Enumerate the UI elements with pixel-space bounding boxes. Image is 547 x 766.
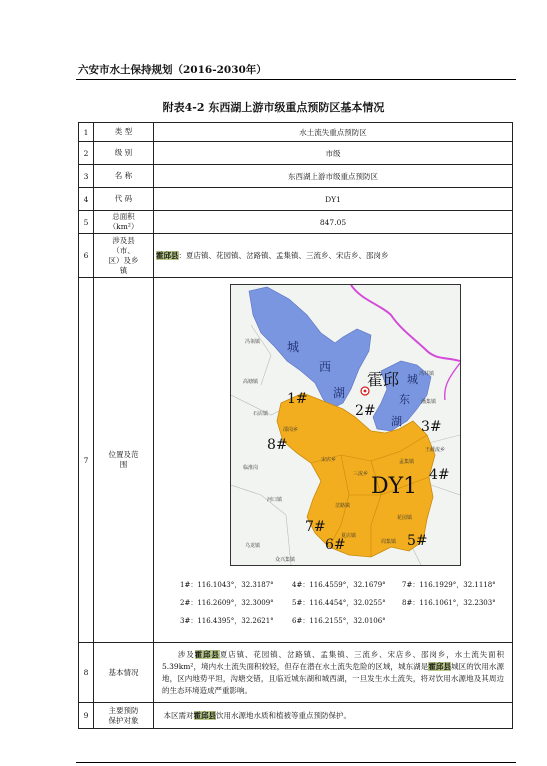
row-label: 类 型 [94, 123, 154, 142]
row-label: 名 称 [94, 165, 154, 188]
table-row [79, 278, 513, 643]
map-box [230, 284, 461, 566]
row-number: 2 [79, 142, 94, 165]
row-value [154, 643, 513, 703]
row-number: 1 [79, 123, 94, 142]
row-value: 本区需对霍邱县饮用水源地水质和植被等重点预防保护。 [154, 703, 513, 729]
coordinate-entry: 7#：116.1929°，32.1118° [402, 581, 496, 589]
towns-text: ：夏店镇、花园镇、岔路镇、孟集镇、三流乡、宋店乡、邵岗乡 [178, 251, 389, 260]
lake-label: 湖 [333, 386, 346, 400]
row-value: 东西湖上游市级重点预防区 [154, 165, 513, 188]
city-marker-dot [364, 390, 367, 393]
county-highlight: 霍邱县 [428, 661, 452, 671]
info-table [78, 122, 513, 729]
coordinate-entry: 4#：116.4559°，32.1679° [292, 581, 386, 589]
town-label: 孟集镇 [399, 459, 415, 465]
coordinate-entry: 2#：116.2609°，32.3009° [180, 599, 274, 607]
point-label: 5# [407, 533, 428, 549]
point-label: 6# [325, 537, 346, 553]
lake-label: 西 [319, 360, 332, 374]
row-number: 8 [79, 643, 94, 703]
row-label: 基本情况 [94, 643, 154, 703]
table-row [79, 165, 513, 188]
town-label: 岔路镇 [335, 503, 351, 509]
point-label: 7# [305, 519, 326, 535]
lake-label: 城 [287, 340, 300, 354]
town-label: 众兴集镇 [275, 557, 296, 563]
row-number: 7 [79, 278, 94, 643]
row-label: 位置及范 围 [94, 278, 154, 643]
town-label: 河口镇 [267, 497, 283, 503]
town-label: 三流乡 [353, 471, 369, 477]
row-value: 市级 [154, 142, 513, 165]
row-value [154, 234, 513, 278]
town-label: 石店镇 [253, 411, 269, 417]
county-highlight: 霍邱县 [156, 251, 179, 260]
county-highlight: 霍邱县 [194, 649, 220, 659]
row-label: 涉及县 （市、 区）及乡 镇 [94, 234, 154, 278]
town-label: 周集镇 [381, 539, 397, 545]
map-cell [154, 278, 513, 643]
document-header-title: 六安市水土保持规划（2016-2030年） [78, 64, 267, 76]
zone-label: DY1 [371, 474, 418, 499]
row-number: 6 [79, 234, 94, 278]
row-number: 9 [79, 703, 94, 729]
lake-label: 东 [399, 393, 410, 406]
row-number: 3 [79, 165, 94, 188]
coordinate-entry: 8#：116.1061°，32.2303° [402, 599, 496, 607]
coordinate-entry: 3#：116.4395°，32.2621° [180, 617, 274, 625]
table-row [79, 211, 513, 234]
town-label: 高塘镇 [243, 379, 259, 385]
lake-label: 城 [407, 373, 418, 386]
point-label: 3# [421, 419, 442, 435]
town-label: 夏店镇 [341, 533, 357, 539]
table-row [79, 234, 513, 278]
city-label: 霍邱 [367, 370, 400, 389]
town-label: 潘集镇 [421, 399, 437, 405]
county-highlight: 霍邱县 [193, 711, 216, 720]
row-label: 级 别 [94, 142, 154, 165]
town-label: 冯井镇 [419, 371, 435, 377]
point-label: 8# [267, 437, 288, 453]
coordinate-entry: 5#：116.4454°，32.0255° [292, 599, 386, 607]
town-label: 王截流乡 [425, 447, 446, 453]
location-map [231, 285, 460, 565]
town-label: 花园镇 [397, 515, 413, 521]
row-label: 主要预防 保护对象 [94, 703, 154, 729]
table-row [79, 142, 513, 165]
row-label: 总面积 （km²） [94, 211, 154, 234]
header-rule [76, 79, 516, 80]
town-label: 冯瓴镇 [245, 339, 261, 345]
map-container [154, 278, 512, 642]
footer-rule [76, 762, 516, 763]
lake-label: 湖 [391, 415, 402, 428]
coordinate-entry: 6#：116.2155°，32.0106° [292, 617, 386, 625]
point-label: 1# [287, 391, 308, 407]
basic-situation-text: 涉及霍邱县夏店镇、花园镇、岔路镇、孟集镇、三流乡、宋店乡、邵岗乡，水土流失面积5.39km²，境内水土流失面积较轻，但存在潜在水土流失危险的区域，城东湖是霍邱县城区的饮用水源地，区内地势平坦，沟塘交错，且临近城东湖和城西湖，一旦发生水土流失，将对饮用水源地及其周边的生态环境造成严重影响。 [162, 649, 505, 695]
row-label: 代 码 [94, 188, 154, 211]
point-label: 2# [355, 403, 376, 419]
table-row [79, 188, 513, 211]
town-label: 临淮岗 [243, 465, 259, 471]
table-row [79, 123, 513, 142]
town-label: 邵岗乡 [283, 427, 299, 433]
row-value: 847.05 [154, 211, 513, 234]
table-row [79, 643, 513, 703]
row-number: 5 [79, 211, 94, 234]
row-value: DY1 [154, 188, 513, 211]
row-value: 水土流失重点预防区 [154, 123, 513, 142]
point-label: 4# [429, 467, 450, 483]
town-label: 乌龙镇 [245, 543, 261, 549]
table-caption: 附表4-2 东西湖上游市级重点预防区基本情况 [162, 101, 385, 114]
town-label: 宋店乡 [321, 457, 337, 463]
row-number: 4 [79, 188, 94, 211]
coordinate-entry: 1#：116.1043°，32.3187° [180, 581, 274, 589]
table-row [79, 703, 513, 729]
